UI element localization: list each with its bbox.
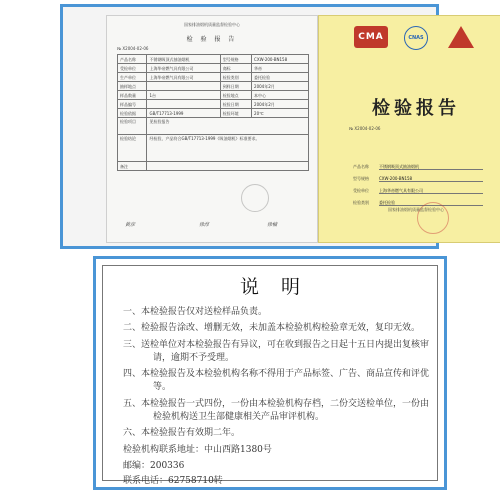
table-cell: 样品数量 — [118, 91, 147, 100]
table-cell: 检验结论 — [118, 135, 147, 162]
table-row — [118, 64, 309, 73]
cover-field-value: 委托检验 — [379, 200, 483, 206]
cover-field-label: 检验类别 — [353, 200, 369, 205]
cover-footer: 国家排油烟机质量监督检验中心 — [388, 207, 444, 212]
cover-field — [353, 176, 483, 182]
report-info-table — [117, 54, 309, 171]
table-cell: 备注 — [118, 162, 147, 171]
table-cell: 检验类别 — [220, 73, 251, 82]
table-cell: 上海华帝燃气具有限公司 — [147, 73, 220, 82]
table-cell: 委托检验 — [252, 73, 309, 82]
table-cell: 抽样地点 — [118, 82, 147, 91]
cover-field — [353, 188, 483, 194]
table-cell: 不锈钢吸顶式抽油烟机 — [147, 55, 220, 64]
signature-middle: 徐淳 — [199, 222, 210, 228]
notice-frame — [93, 256, 447, 490]
contact-phone: 联系电话：62758710转 — [123, 476, 223, 486]
table-cell: 上海华帝燃气具有限公司 — [147, 64, 220, 73]
table-cell: 型号规格 — [220, 55, 251, 64]
table-cell: 本中心 — [252, 91, 309, 100]
cnas-logo: CNAS — [404, 26, 428, 50]
table-cell: 2004年2月 — [252, 82, 309, 91]
table-cell: 检验日期 — [220, 100, 251, 109]
notice-item: 一、本检验报告仅对送检样品负责。 — [123, 307, 268, 317]
table-cell: 经检验，产品符合GB/T17713-1999《吸油烟机》标准要求。 — [147, 135, 309, 162]
table-cell — [147, 100, 220, 109]
table-cell — [147, 162, 309, 171]
table-row — [118, 82, 309, 91]
cover-report-number: № X2004-02-06 — [349, 126, 381, 131]
cover-field-value: CXW-200-BN158 — [379, 176, 483, 182]
signature-right: 徐楠 — [267, 222, 278, 228]
report-header: 国家排油烟机质量监督检验中心 — [184, 22, 240, 27]
notice-list — [123, 306, 435, 444]
cover-field-value: 上海华帝燃气具有限公司 — [379, 188, 483, 194]
table-cell: CXW-200-BN158 — [252, 55, 309, 64]
cover-field-label: 受检单位 — [353, 188, 369, 193]
table-cell: GB/T17713-1999 — [147, 109, 220, 118]
table-cell: 检验地点 — [220, 91, 251, 100]
notice-item: 五、本检验报告一式四份，一份由本检验机构存档，二份交送检单位，一份由检验机构送卫生部健康相关产品审评机构。 — [123, 398, 430, 423]
table-cell: 产品名称 — [118, 55, 147, 64]
cover-title: 检验报告 — [372, 98, 460, 119]
table-cell: 检验依据 — [118, 109, 147, 118]
table-cell: 生产单位 — [118, 73, 147, 82]
notice-item: 二、检验报告涂改、增删无效，未加盖本检验机构检验章无效，复印无效。 — [123, 323, 421, 334]
cover-field-value: 不锈钢吸顶式抽油烟机 — [379, 164, 483, 170]
contact-info — [123, 443, 435, 490]
table-cell: 华帝 — [252, 64, 309, 73]
table-cell: 受检单位 — [118, 64, 147, 73]
table-cell: 见检验报告 — [147, 118, 309, 135]
report-cover-page — [318, 15, 500, 243]
cover-fields — [353, 164, 483, 212]
cover-field-label: 型号规格 — [353, 176, 369, 181]
triangle-logo-icon — [448, 26, 474, 48]
table-cell: 2004年2月 — [252, 100, 309, 109]
table-cell — [147, 82, 220, 91]
table-cell: 检验项目 — [118, 118, 147, 135]
table-row — [118, 162, 309, 171]
table-row — [118, 55, 309, 64]
report-inner-page — [106, 15, 318, 243]
table-cell: 1台 — [147, 91, 220, 100]
table-cell: 20℃ — [252, 109, 309, 118]
table-row — [118, 73, 309, 82]
report-inner-title: 检 验 报 告 — [186, 36, 238, 43]
table-cell: 样品编号 — [118, 100, 147, 109]
table-row — [118, 118, 309, 135]
table-cell: 检验环境 — [220, 109, 251, 118]
table-row — [118, 91, 309, 100]
contact-address: 检验机构联系地址：中山西路1380号 — [123, 445, 272, 455]
table-row — [118, 100, 309, 109]
table-row — [118, 135, 309, 162]
notice-title: 说明 — [239, 276, 322, 298]
certification-logos — [319, 26, 500, 50]
cma-logo: CMA — [354, 26, 388, 48]
report-seal — [241, 184, 269, 212]
contact-postcode: 邮编：200336 — [123, 460, 185, 471]
signature-left: 黄彦 — [125, 222, 136, 228]
cover-field — [353, 200, 483, 206]
report-scan-frame — [60, 4, 460, 249]
notice-item: 四、本检验报告及本检验机构名称不得用于产品标签、广告、商品宣传和评优等。 — [123, 369, 430, 393]
cover-field — [353, 164, 483, 170]
notice-item: 三、送检单位对本检验报告有异议，可在收到报告之日起十五日内提出复核审请，逾期不予受理。 — [123, 339, 430, 363]
report-number: № X2004-02-06 — [117, 46, 149, 51]
table-cell: 到样日期 — [220, 82, 251, 91]
cover-field-label: 产品名称 — [353, 164, 369, 169]
table-row — [118, 109, 309, 118]
notice-item: 六、本检验报告有效期二年。 — [123, 428, 241, 439]
notice-box — [102, 265, 438, 486]
table-cell: 商标 — [220, 64, 251, 73]
